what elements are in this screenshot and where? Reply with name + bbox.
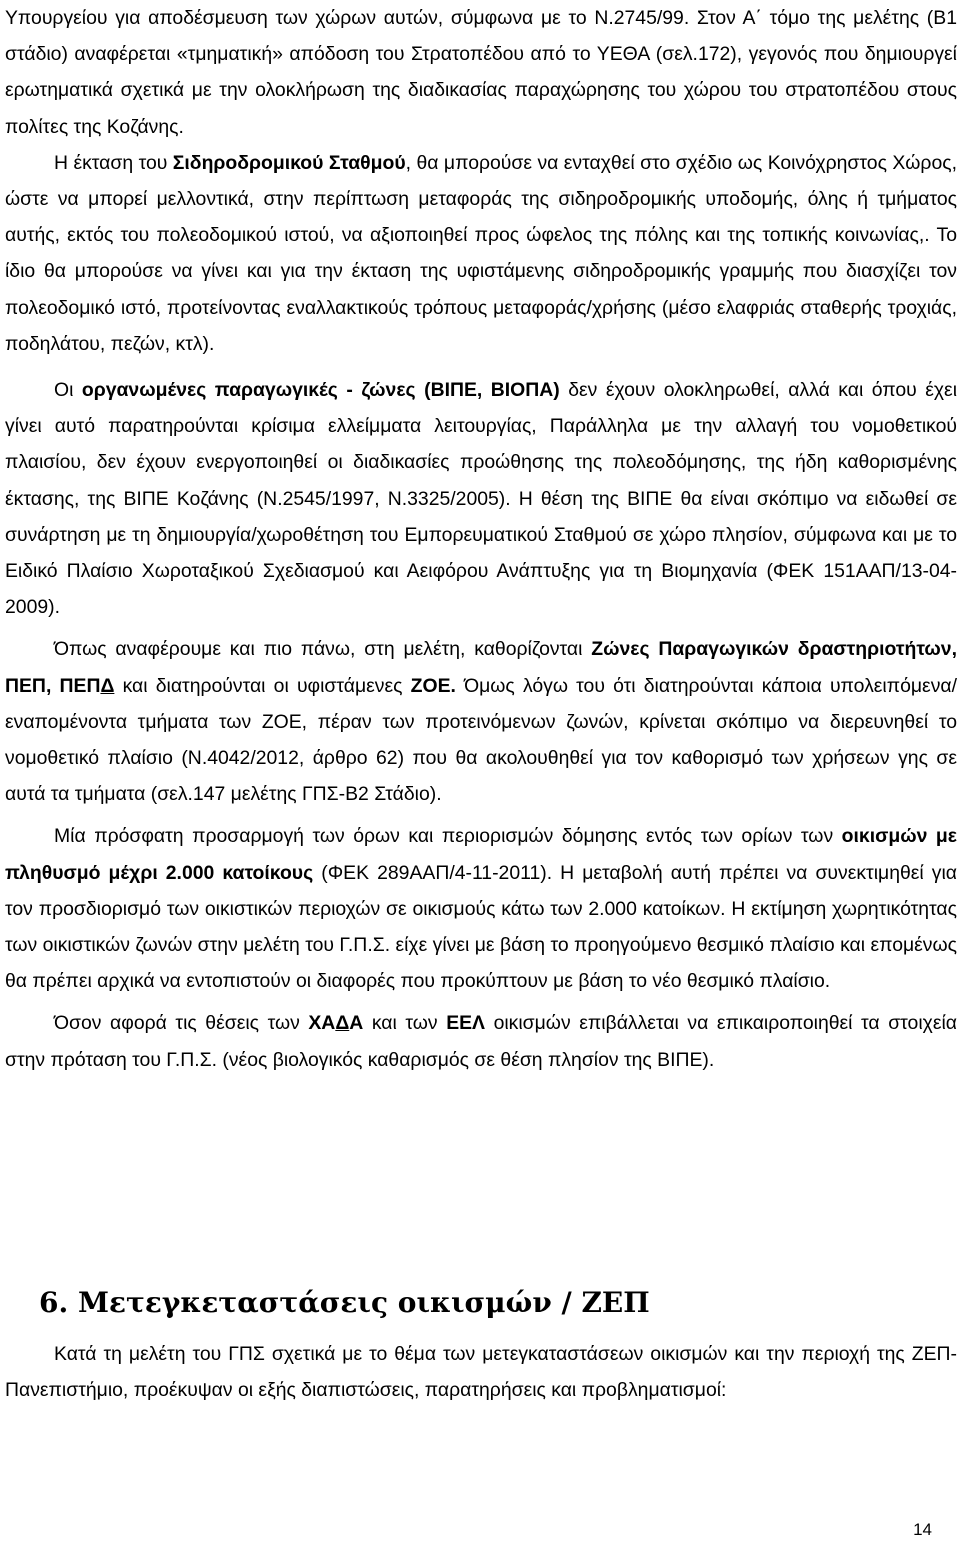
paragraph-text: Όμως λόγω του ότι διατηρούνται κάποια υπολειπόμενα/εναπομένοντα τμήματα των ΖΟΕ, πέραν των προτεινόμενων ζωνών, κρίνεται σκόπιμο να διερευνηθεί το νομοθετικό πλαίσιο (Ν.4042/2012, άρθρο 62) που θα ακολουθηθεί για τον καθορισμό των χρήσεων γης σε αυτά τα τμήματα (σελ.147 μελέτης ΓΠΣ-Β2 Στάδιο). [5, 674, 957, 806]
bold-term: Σιδηροδρομικού Σταθμού [172, 151, 406, 174]
bold-underlined-letter: Δ [100, 674, 115, 697]
paragraph-text: Η έκταση του [54, 151, 173, 174]
paragraph-text: Όσον αφορά τις θέσεις των [54, 1012, 309, 1035]
paragraph-landfill [5, 1005, 957, 1077]
paragraph-text: Μία πρόσφατη προσαρμογή των όρων και περιορισμών δόμησης εντός των ορίων των [54, 825, 842, 848]
paragraph-production-zones [5, 631, 957, 812]
bold-term: ΖΟΕ. [410, 674, 456, 697]
section-heading: 6. Μετεγκεταστάσεις οικισμών / ΖΕΠ [39, 1286, 650, 1319]
paragraph-text: και διατηρούνται οι υφιστάμενες [114, 674, 411, 697]
bold-term: ΧΑ [308, 1012, 336, 1035]
bold-underlined-letter: Δ [335, 1012, 350, 1035]
bold-term: οργανωμένες παραγωγικές - ζώνες (ΒΙΠΕ, ΒΙΟΠΑ) [81, 379, 560, 402]
paragraph-settlements [5, 818, 957, 999]
bold-term: Α [349, 1012, 364, 1035]
paragraph-text: οικισμών επιβάλλεται να επικαιροποιηθεί τα στοιχεία στην πρόταση του Γ.Π.Σ. (νέος βιολογικός καθαρισμός σε θέση πλησίον της ΒΙΠΕ). [5, 1012, 957, 1071]
bold-term: Ζώνες Παραγωγικών δραστηριοτήτων, ΠΕΠ, ΠΕΠ [5, 638, 957, 697]
paragraph-camp-transfer [5, 0, 957, 145]
paragraph-text: , θα μπορούσε να ενταχθεί στο σχέδιο ως Κοινόχρηστος Χώρος, ώστε να μπορεί μελλοντικά, στην περίπτωση μεταφοράς της σιδηροδρομικής υποδομής, όλης ή τμήματος αυτής, εκτός του πολεοδομικού ιστού, να αξιοποιηθεί προς ώφελος της πόλης και της τοπικής κοινωνίας,. Το ίδιο θα μπορούσε να γίνει και για την έκταση της υφιστάμενης σιδηροδρομικής γραμμής που διασχίζει τον πολεοδομικό ιστό, προτείνοντας εναλλακτικούς τρόπους μεταφοράς/χρήσης (μέσο ελαφριάς σταθερής τροχιάς, ποδηλάτου, πεζών, κτλ). [5, 151, 957, 355]
paragraph-railway-station [5, 145, 957, 362]
paragraph-text: Υπουργείου για αποδέσμευση των χώρων αυτών, σύμφωνα με το Ν.2745/99. Στον Α΄ τόμο της μελέτης (Β1 στάδιο) αναφέρεται «τμηματική» απόδοση του Στρατοπέδου από το ΥΕΘΑ (σελ.172), γεγονός που δημιουργεί ερωτηματικά σχετικά με την ολοκλήρωση της διαδικασίας παραχώρησης του χώρου του στρατοπέδου στους πολίτες της Κοζάνης. [5, 7, 957, 138]
page-number: 14 [913, 1520, 932, 1539]
bold-term: οικισμών με πληθυσμό μέχρι 2.000 κατοίκους [5, 825, 957, 884]
bold-term: ΕΕΛ [446, 1012, 485, 1035]
document-body [5, 0, 957, 1078]
paragraph-text: Κατά τη μελέτη του ΓΠΣ σχετικά με το θέμα των μετεγκαταστάσεων οικισμών και την περιοχή της ΖΕΠ-Πανεπιστήμιο, προέκυψαν οι εξής διαπιστώσεις, παρατηρήσεις και προβληματισμοί: [5, 1343, 957, 1402]
paragraph-text: και των [363, 1012, 447, 1035]
paragraph-relocations [5, 1336, 957, 1408]
paragraph-text: (ΦΕΚ 289ΑΑΠ/4-11-2011). Η μεταβολή αυτή πρέπει να συνεκτιμηθεί για τον προσδιορισμό των οικιστικών περιοχών σε οικισμούς κάτω των 2.000 κατοίκων. Η εκτίμηση χωρητικότητας των οικιστικών ζωνών στην μελέτη του Γ.Π.Σ. είχε γίνει με βάση το προηγούμενο θεσμικό πλαίσιο και επομένως θα πρέπει αρχικά να εντοπιστούν οι διαφορές που προκύπτουν με βάση το νέο θεσμικό πλαίσιο. [5, 861, 957, 993]
section-body [5, 1336, 957, 1408]
paragraph-text: δεν έχουν ολοκληρωθεί, αλλά και όπου έχει γίνει αυτό παρατηρούνται κρίσιμα ελλείμματα λειτουργίας, Παράλληλα με την αλλαγή του νομοθετικού πλαισίου, δεν έχουν ενεργοποιηθεί οι διαδικασίες προώθησης της πολεοδόμησης, της ήδη καθορισμένης έκτασης, της ΒΙΠΕ Κοζάνης (Ν.2545/1997, Ν.3325/2005). Η θέση της ΒΙΠΕ θα είναι σκόπιμο να ειδωθεί σε συνάρτηση με τη δημιουργία/χωροθέτηση του Εμπορευματικού Σταθμού σε χώρο πλησίον, σύμφωνα και με το Ειδικό Πλαίσιο Χωροταξικού Σχεδιασμού και Αειφόρου Ανάπτυξης για τη Βιομηχανία (ΦΕΚ 151ΑΑΠ/13-04-2009). [5, 379, 958, 619]
paragraph-text: Όπως αναφέρουμε και πιο πάνω, στη μελέτη, καθορίζονται [54, 638, 592, 661]
paragraph-text: Οι [54, 379, 82, 402]
paragraph-industrial-zones [5, 372, 957, 625]
